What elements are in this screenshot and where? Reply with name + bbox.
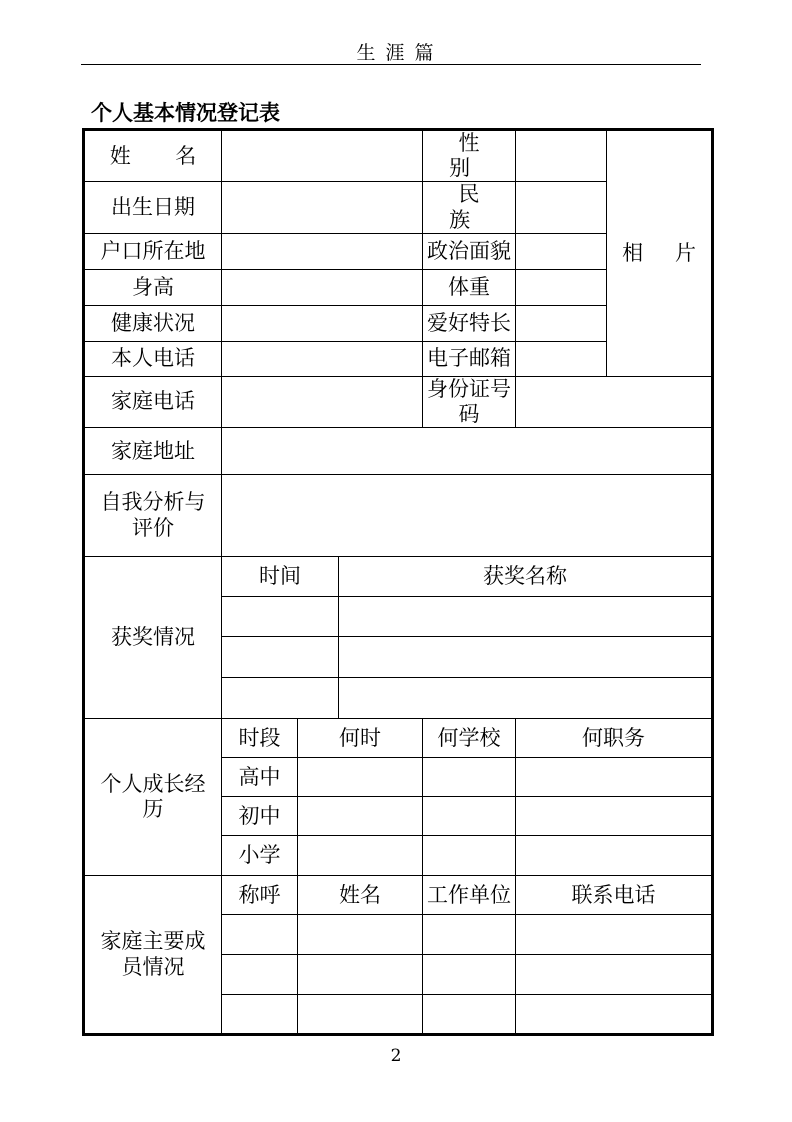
family-label: 家庭主要成员情况 bbox=[84, 876, 222, 1035]
family-phone-cell[interactable] bbox=[516, 915, 713, 955]
family-name-cell[interactable] bbox=[298, 995, 423, 1035]
ethnicity-label: 民 族 bbox=[423, 182, 516, 233]
growth-school-cell[interactable] bbox=[423, 758, 516, 797]
award-time-cell[interactable] bbox=[222, 597, 339, 637]
hobbies-label: 爱好特长 bbox=[423, 305, 516, 341]
growth-position-cell[interactable] bbox=[516, 797, 713, 836]
personal-phone-field[interactable] bbox=[222, 341, 423, 376]
family-workplace-cell[interactable] bbox=[423, 915, 516, 955]
award-name-cell[interactable] bbox=[339, 678, 713, 719]
growth-row-label: 初中 bbox=[222, 797, 298, 836]
family-phone-cell[interactable] bbox=[516, 955, 713, 995]
family-workplace-cell[interactable] bbox=[423, 955, 516, 995]
height-field[interactable] bbox=[222, 269, 423, 305]
award-time-cell[interactable] bbox=[222, 678, 339, 719]
growth-col-school: 何学校 bbox=[423, 719, 516, 758]
photo-box[interactable]: 相 片 bbox=[607, 130, 713, 377]
header-rule bbox=[81, 64, 701, 65]
family-col-workplace: 工作单位 bbox=[423, 876, 516, 915]
id-number-label: 身份证号码 bbox=[423, 376, 516, 427]
family-name-cell[interactable] bbox=[298, 955, 423, 995]
growth-position-cell[interactable] bbox=[516, 836, 713, 876]
family-title-cell[interactable] bbox=[222, 915, 298, 955]
name-label: 姓 名 bbox=[84, 130, 222, 182]
family-phone-cell[interactable] bbox=[516, 995, 713, 1035]
hobbies-field[interactable] bbox=[516, 305, 607, 341]
growth-school-cell[interactable] bbox=[423, 836, 516, 876]
registration-form bbox=[82, 128, 714, 1036]
household-location-field[interactable] bbox=[222, 233, 423, 269]
birth-date-field[interactable] bbox=[222, 182, 423, 233]
health-field[interactable] bbox=[222, 305, 423, 341]
ethnicity-field[interactable] bbox=[516, 182, 607, 233]
growth-position-cell[interactable] bbox=[516, 758, 713, 797]
home-phone-label: 家庭电话 bbox=[84, 376, 222, 427]
growth-when-cell[interactable] bbox=[298, 836, 423, 876]
email-field[interactable] bbox=[516, 341, 607, 376]
personal-phone-label: 本人电话 bbox=[84, 341, 222, 376]
id-number-field[interactable] bbox=[516, 376, 713, 427]
growth-when-cell[interactable] bbox=[298, 758, 423, 797]
awards-col-time: 时间 bbox=[222, 557, 339, 597]
growth-school-cell[interactable] bbox=[423, 797, 516, 836]
household-location-label: 户口所在地 bbox=[84, 233, 222, 269]
growth-row-label: 小学 bbox=[222, 836, 298, 876]
name-field[interactable] bbox=[222, 130, 423, 182]
family-name-cell[interactable] bbox=[298, 915, 423, 955]
gender-field[interactable] bbox=[516, 130, 607, 182]
weight-field[interactable] bbox=[516, 269, 607, 305]
growth-row-label: 高中 bbox=[222, 758, 298, 797]
family-title-cell[interactable] bbox=[222, 995, 298, 1035]
gender-label: 性 别 bbox=[423, 130, 516, 182]
health-label: 健康状况 bbox=[84, 305, 222, 341]
growth-col-period: 时段 bbox=[222, 719, 298, 758]
family-title-cell[interactable] bbox=[222, 955, 298, 995]
page-number: 2 bbox=[390, 1046, 402, 1066]
family-col-title: 称呼 bbox=[222, 876, 298, 915]
birth-date-label: 出生日期 bbox=[84, 182, 222, 233]
award-time-cell[interactable] bbox=[222, 637, 339, 678]
awards-label: 获奖情况 bbox=[84, 557, 222, 719]
self-evaluation-field[interactable] bbox=[222, 475, 713, 557]
home-phone-field[interactable] bbox=[222, 376, 423, 427]
growth-when-cell[interactable] bbox=[298, 797, 423, 836]
growth-col-position: 何职务 bbox=[516, 719, 713, 758]
document-title: 个人基本情况登记表 bbox=[91, 101, 280, 125]
self-evaluation-label: 自我分析与评价 bbox=[84, 475, 222, 557]
political-status-field[interactable] bbox=[516, 233, 607, 269]
running-header: 生 涯 篇 bbox=[356, 42, 436, 64]
height-label: 身高 bbox=[84, 269, 222, 305]
home-address-label: 家庭地址 bbox=[84, 428, 222, 475]
growth-col-when: 何时 bbox=[298, 719, 423, 758]
award-name-cell[interactable] bbox=[339, 637, 713, 678]
weight-label: 体重 bbox=[423, 269, 516, 305]
family-col-phone: 联系电话 bbox=[516, 876, 713, 915]
email-label: 电子邮箱 bbox=[423, 341, 516, 376]
family-workplace-cell[interactable] bbox=[423, 995, 516, 1035]
growth-label: 个人成长经历 bbox=[84, 719, 222, 876]
award-name-cell[interactable] bbox=[339, 597, 713, 637]
awards-col-name: 获奖名称 bbox=[339, 557, 713, 597]
political-status-label: 政治面貌 bbox=[423, 233, 516, 269]
family-col-name: 姓名 bbox=[298, 876, 423, 915]
home-address-field[interactable] bbox=[222, 428, 713, 475]
